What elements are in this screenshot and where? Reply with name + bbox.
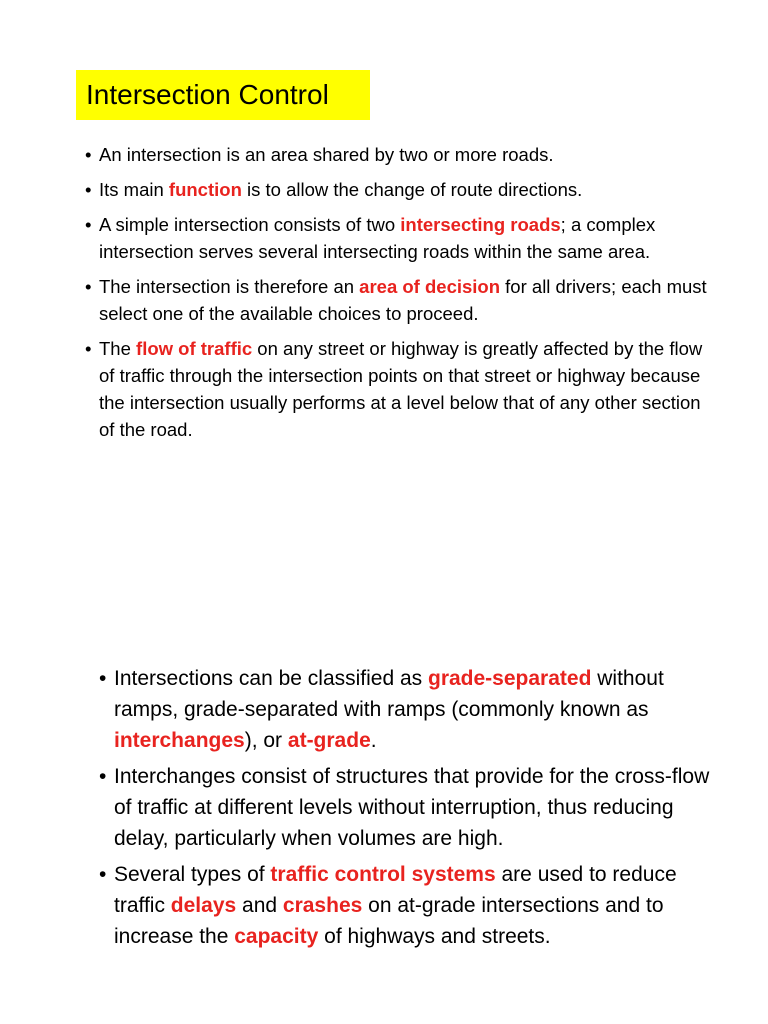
keyword-highlight: function	[168, 179, 242, 200]
bullet-item	[80, 273, 720, 327]
bullet-text: Intersections can be classified as	[114, 667, 428, 690]
bullet-text: on any street or highway is greatly affected by the flow of traffic through the intersection points on that street or highway because the intersection usually performs at a level below that of any other section of the road.	[99, 338, 703, 440]
keyword-highlight: flow of traffic	[136, 338, 253, 359]
bullet-text: ; a complex intersection serves several intersecting roads within the same area.	[99, 214, 656, 262]
bullet-item	[96, 663, 716, 756]
keyword-highlight: capacity	[234, 925, 319, 948]
slide-intersection-control	[0, 0, 768, 500]
bullet-text: and	[236, 894, 283, 917]
bullet-text: are used to reduce traffic	[114, 863, 677, 917]
bullet-item	[96, 859, 716, 952]
bullet-text: Its main	[99, 179, 169, 200]
bullet-text: ), or	[244, 729, 288, 752]
bullet-item	[96, 761, 716, 854]
bullet-list-intro	[80, 141, 720, 451]
bullet-text: The	[99, 338, 137, 359]
bullet-item	[80, 141, 720, 168]
bullet-item	[80, 335, 720, 443]
bullet-text: Interchanges consist of structures that provide for the cross-flow of traffic at different levels without interruption, thus reducing delay, particularly when volumes are high.	[114, 765, 710, 850]
keyword-highlight: interchanges	[114, 729, 245, 752]
keyword-highlight: traffic control systems	[270, 863, 496, 886]
keyword-highlight: area of decision	[359, 276, 501, 297]
bullet-text: Several types of	[114, 863, 271, 886]
bullet-text: on at-grade intersections and to increase the	[114, 894, 664, 948]
bullet-text: of highways and streets.	[318, 925, 551, 948]
keyword-highlight: grade-separated	[428, 667, 592, 690]
bullet-text: The intersection is therefore an	[99, 276, 360, 297]
bullet-text: for all drivers; each must select one of the available choices to proceed.	[99, 276, 707, 324]
keyword-highlight: delays	[170, 894, 237, 917]
title-highlight-box	[76, 70, 370, 120]
keyword-highlight: at-grade	[287, 729, 371, 752]
page-title: Intersection Control	[86, 79, 329, 110]
bullet-item	[80, 176, 720, 203]
bullet-text: without ramps, grade-separated with ramps (commonly known as	[114, 667, 664, 721]
keyword-highlight: intersecting roads	[400, 214, 561, 235]
bullet-text: An intersection is an area shared by two or more roads.	[99, 144, 554, 165]
bullet-text: is to allow the change of route directions.	[241, 179, 583, 200]
bullet-text: A simple intersection consists of two	[99, 214, 401, 235]
bullet-item	[80, 211, 720, 265]
keyword-highlight: crashes	[282, 894, 363, 917]
bullet-list-classification	[96, 663, 716, 957]
bullet-text: .	[370, 729, 377, 752]
